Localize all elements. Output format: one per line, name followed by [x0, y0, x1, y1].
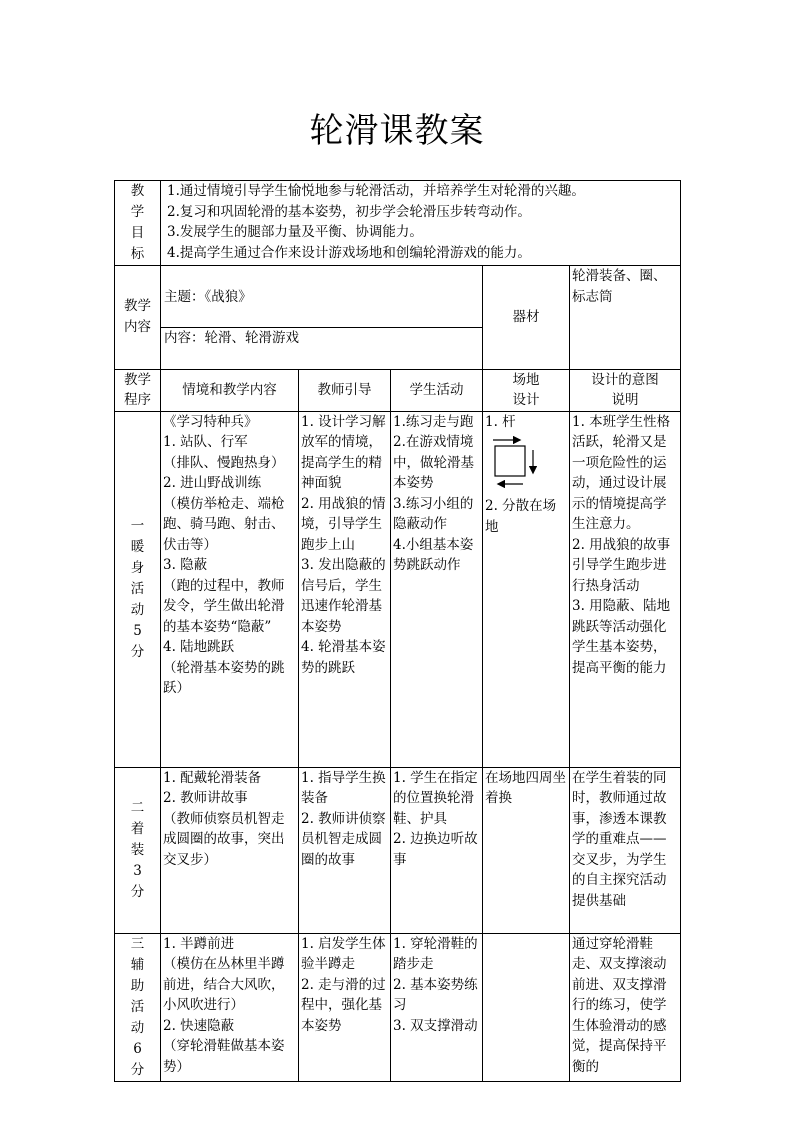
- teacher-cell: 1. 启发学生体验半蹲走 2. 走与滑的过程中，强化基本姿势: [299, 933, 391, 1081]
- content-label: 教学 内容: [115, 266, 161, 370]
- goal-item-2: 2.复习和巩固轮滑的基本姿势，初步学会轮滑压步转弯动作。: [167, 203, 531, 220]
- stage-row-dress: [115, 767, 681, 933]
- content-theme: 主题：《战狼》: [164, 288, 252, 305]
- goals-row: [115, 181, 681, 266]
- header-student: 学生活动: [391, 369, 483, 411]
- lesson-plan-table: [114, 180, 681, 1082]
- page-title: 轮滑课教案: [309, 111, 485, 151]
- header-program: 教学 程序: [115, 369, 161, 411]
- goal-item-3: 3.发展学生的腿部力量及平衡、协调能力。: [167, 224, 423, 240]
- stage-row-warmup: [115, 411, 681, 767]
- situation-cell: 1. 半蹲前进 （模仿在丛林里半蹲前进，结合大风吹，小风吹进行） 2. 快速隐蔽 （穿轮滑鞋做基本姿势）: [161, 933, 299, 1081]
- venue-item-pole: 1. 杆: [485, 413, 516, 430]
- intent-cell: 通过穿轮滑鞋走、双支撑滚动前进、双支撑滑行的练习，使学生体验滑动的感觉，提高保持平衡的: [570, 933, 681, 1081]
- content-row: [115, 266, 681, 370]
- stage-label: 二 着 装 3 分: [115, 767, 161, 933]
- goals-label: 教 学 目 标: [115, 181, 161, 266]
- header-teacher: 教师引导: [299, 369, 391, 411]
- header-row: [115, 369, 681, 411]
- intent-cell: 在学生着装的同时，教师通过故事，渗透本课教学的重难点——交叉步，为学生的自主探究活动提供基础: [570, 767, 681, 933]
- header-venue: 场地 设计: [483, 369, 570, 411]
- header-situation: 情境和教学内容: [161, 369, 299, 411]
- teacher-cell: 1. 指导学生换装备 2. 教师讲侦察员机智走成圆圈的故事: [299, 767, 391, 933]
- content-cell: [161, 266, 483, 370]
- student-cell: 1. 穿轮滑鞋的踏步走 2. 基本姿势练习 3. 双支撑滑动: [391, 933, 483, 1081]
- venue-cell: 在场地四周坐着换: [483, 767, 570, 933]
- teacher-cell: 1. 设计学习解放军的情境，提高学生的精神面貌 2. 用战狼的情境，引导学生跑步上山 3. 发出隐蔽的信号后，学生迅速作轮滑基本姿势 4. 轮滑基本姿势的跳跃: [299, 411, 391, 767]
- student-cell: 1.练习走与跑 2.在游戏情境中，做轮滑基本姿势 3.练习小组的隐蔽动作 4.小组基本姿势跳跃动作: [391, 411, 483, 767]
- intent-cell: 1. 本班学生性格活跃，轮滑又是一项危险性的运动，通过设计展示的情境提高学生注意力。 2. 用战狼的故事引导学生跑步进行热身活动 3. 用隐蔽、陆地跳跃等活动强化学生基本姿势，提高平衡的能力: [570, 411, 681, 767]
- venue-cell: [483, 411, 570, 767]
- situation-cell: 《学习特种兵》 1. 站队、行军 （排队、慢跑热身） 2. 进山野战训练 （模仿举枪走、端枪跑、骑马跑、射击、伏击等） 3. 隐蔽 （跑的过程中，教师发令，学生做出轮滑的基本姿势“隐蔽” 4. 陆地跳跃 （轮滑基本姿势的跳跃）: [161, 411, 299, 767]
- content-topic: 内容：轮滑、轮滑游戏: [161, 327, 482, 348]
- equipment-label: 器材: [483, 266, 570, 370]
- header-intent: 设计的意图 说明: [570, 369, 681, 411]
- goals-list: [161, 181, 681, 266]
- field-arrow-diagram: [489, 436, 539, 490]
- venue-item-scatter: 2. 分散在场地: [485, 498, 557, 535]
- situation-cell: 1. 配戴轮滑装备 2. 教师讲故事 （教师侦察员机智走成圆圈的故事，突出交叉步）: [161, 767, 299, 933]
- goal-item-1: 1.通过情境引导学生愉悦地参与轮滑活动，并培养学生对轮滑的兴趣。: [167, 183, 585, 199]
- student-cell: 1. 学生在指定的位置换轮滑鞋、护具 2. 边换边听故事: [391, 767, 483, 933]
- stage-row-assist: [115, 933, 681, 1081]
- goal-item-4: 4.提高学生通过合作来设计游戏场地和创编轮滑游戏的能力。: [167, 244, 531, 261]
- stage-label: 三 辅 助 活 动 6 分: [115, 933, 161, 1081]
- equipment-value: 轮滑装备、圈、标志筒: [570, 266, 681, 370]
- stage-label: 一 暖 身 活 动 5 分: [115, 411, 161, 767]
- venue-cell: [483, 933, 570, 1081]
